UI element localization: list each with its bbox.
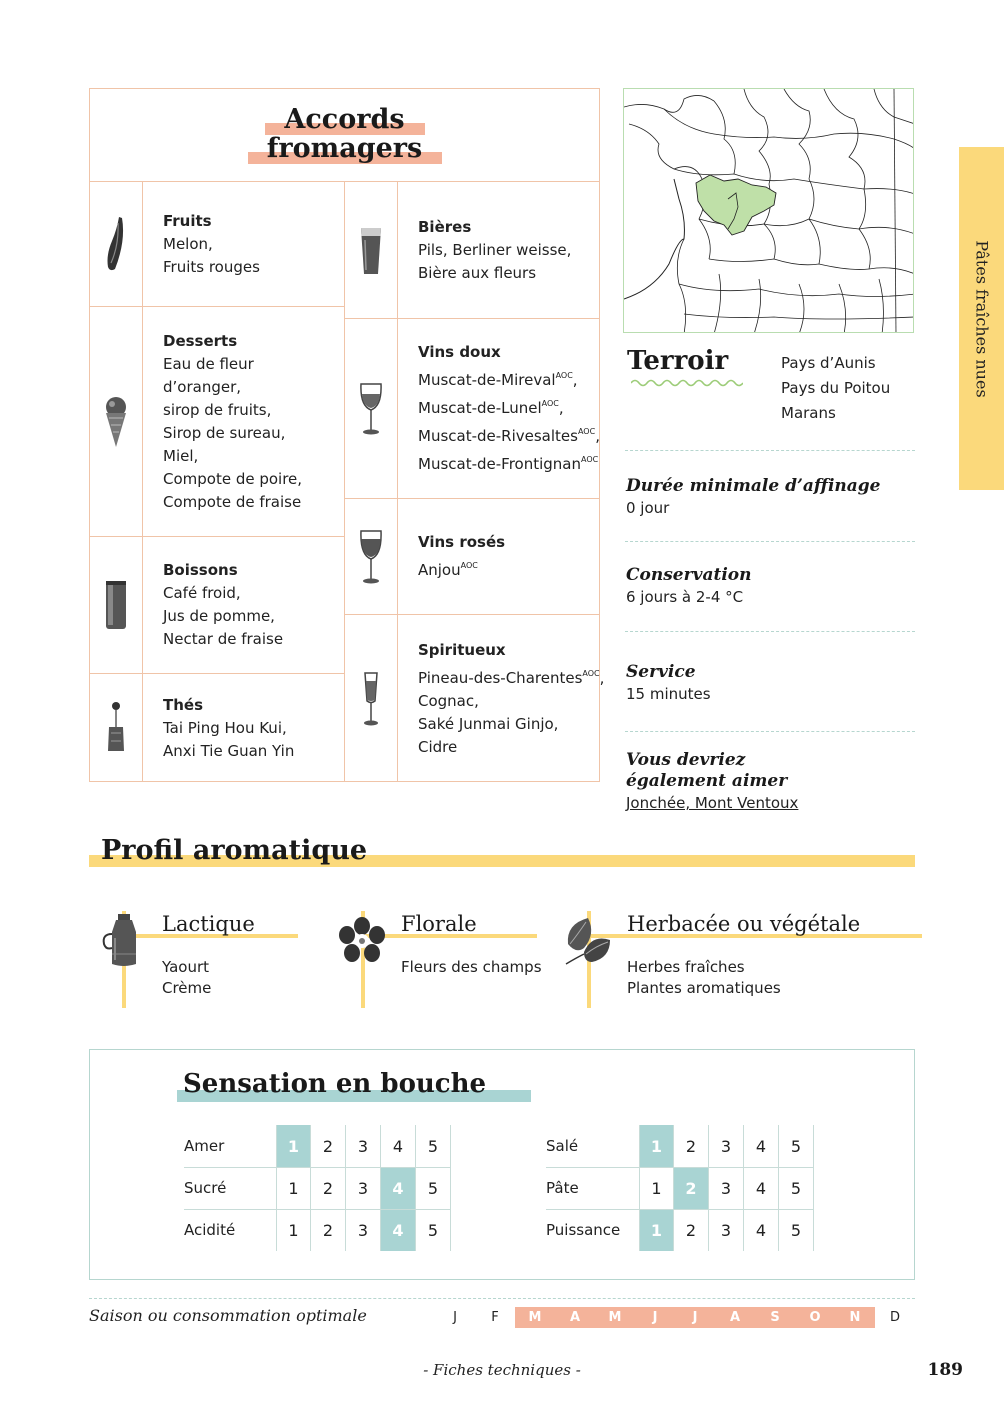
sensation-label: Sucré: [184, 1179, 227, 1197]
accord-item: Miel,: [163, 446, 199, 465]
sensation-scale-cell: 3: [346, 1209, 381, 1251]
accord-item: Anxi Tie Guan Yin: [163, 741, 295, 760]
banana-icon: [90, 182, 143, 306]
aroma-items: [627, 957, 781, 999]
season-month: J: [635, 1307, 675, 1328]
accord-row-fruits: [90, 182, 344, 307]
aroma-title: Lactique: [162, 912, 255, 936]
accord-item: Café froid,: [163, 584, 241, 602]
season-month: D: [889, 1310, 900, 1325]
accords-right-column: [345, 182, 605, 782]
drink-can-icon: [90, 537, 143, 673]
aimer-label-line1: Vous devriez: [626, 750, 746, 770]
sensation-scale-cell: 5: [416, 1209, 451, 1251]
leaves-icon: [562, 914, 614, 972]
flute-glass-icon: [345, 615, 398, 782]
aroma-items: [401, 957, 542, 978]
season-month: A: [715, 1307, 755, 1328]
aroma-item: Herbes fraîches: [627, 958, 745, 976]
aoc-mark: AOC: [577, 427, 596, 436]
aroma-title: Florale: [401, 912, 477, 936]
accord-row-desserts: [90, 307, 344, 537]
aoc-mark: AOC: [581, 455, 599, 464]
sensation-scale-cell: 4: [744, 1125, 779, 1167]
accord-item: Cidre: [418, 737, 458, 756]
accord-item: Tai Ping Hou Kui,: [163, 718, 287, 737]
accord-heading: Desserts: [163, 331, 238, 350]
sensation-row-divider: [546, 1209, 814, 1210]
accord-row-vins-doux: [345, 319, 599, 499]
sensation-label: Pâte: [546, 1179, 579, 1197]
accords-header: [90, 89, 599, 182]
accord-item: Eau de fleur: [163, 354, 254, 373]
tea-bag-icon: [90, 674, 143, 782]
accord-item: Pils, Berliner weisse,: [418, 240, 572, 259]
flower-icon: [337, 916, 387, 970]
divider: [625, 631, 915, 632]
sensation-scale-cell: 5: [416, 1125, 451, 1167]
sensation-scale-cell: 3: [709, 1209, 744, 1251]
accord-item: Pineau-des-Charentes$^{AOC}$,: [418, 668, 605, 687]
sensation-row-divider: [184, 1209, 451, 1210]
sensation-row-divider: [184, 1167, 451, 1168]
sensation-scale-cell: 4: [744, 1167, 779, 1209]
aroma-items: [162, 957, 211, 999]
season-month: F: [491, 1310, 499, 1325]
accord-item: Saké Junmai Ginjo,: [418, 714, 559, 733]
season-month: N: [835, 1307, 875, 1328]
conservation-value: 6 jours à 2-4 °C: [626, 588, 744, 606]
sensation-scale-cell: 3: [709, 1125, 744, 1167]
terroir-places: [781, 351, 890, 426]
aoc-mark: AOC: [555, 371, 573, 380]
sensation-scale-cell: 4: [381, 1125, 416, 1167]
terroir-place: Pays du Poitou: [781, 379, 891, 397]
chapter-side-tab-label: Pâtes fraîches nues: [972, 239, 991, 398]
accord-heading: Bières: [418, 217, 472, 236]
divider: [625, 731, 915, 732]
divider: [89, 1298, 915, 1299]
sensation-scale-cell: 5: [779, 1167, 814, 1209]
service-label: Service: [626, 662, 696, 682]
terroir-place: Marans: [781, 404, 836, 422]
affinage-label: Durée minimale d’affinage: [626, 476, 881, 496]
sensation-scale-cell: 1: [276, 1167, 311, 1209]
service-value: 15 minutes: [626, 685, 711, 703]
affinage-value: 0 jour: [626, 499, 670, 517]
accord-row-vins-roses: [345, 499, 599, 615]
sensation-row-divider: [546, 1167, 814, 1168]
accord-item: Compote de fraise: [163, 492, 302, 511]
divider: [625, 450, 915, 451]
season-month: A: [555, 1307, 595, 1328]
sensation-scale-cell: 3: [346, 1167, 381, 1209]
sensation-scale-cell: 1: [639, 1209, 674, 1251]
sensation-scale-cell: 2: [674, 1167, 709, 1209]
sensation-label: Salé: [546, 1137, 579, 1155]
sensation-scale-cell: 1: [276, 1209, 311, 1251]
sensation-scale-cell: 2: [311, 1209, 346, 1251]
sensation-scale-cell: 1: [639, 1167, 674, 1209]
season-month: M: [515, 1307, 555, 1328]
saison-label: Saison ou consommation optimale: [89, 1306, 367, 1325]
page-number: 189: [927, 1360, 963, 1380]
accord-row-spiritueux: [345, 615, 605, 782]
divider: [625, 541, 915, 542]
sensation-scale-cell: 1: [639, 1125, 674, 1167]
sensation-label: Acidité: [184, 1221, 236, 1239]
accord-item: Muscat-de-Mireval$^{AOC}$,: [418, 371, 578, 389]
aroma-item: Plantes aromatiques: [627, 979, 781, 997]
terroir-map: [623, 88, 914, 333]
aimer-label-line2: également aimer: [626, 771, 788, 791]
season-month: S: [755, 1307, 795, 1328]
accord-row-thes: [90, 674, 344, 782]
aroma-item: Crème: [162, 979, 212, 997]
sensation-scale-cell: 3: [346, 1125, 381, 1167]
sensation-scale-cell: 3: [709, 1167, 744, 1209]
accord-item: Muscat-de-Lunel$^{AOC}$,: [418, 399, 564, 417]
chapter-side-tab[interactable]: [959, 147, 1004, 490]
accord-row-bieres: [345, 182, 599, 319]
accord-item: Jus de pomme,: [163, 607, 275, 625]
accord-item: Muscat-de-Frontignan$^{AOC}$: [418, 455, 599, 473]
sensation-label: Amer: [184, 1137, 225, 1155]
ice-cream-cone-icon: [90, 307, 143, 536]
milk-can-icon: [100, 912, 148, 974]
aroma-title: Herbacée ou végétale: [627, 912, 861, 936]
sensation-scale-cell: 5: [779, 1209, 814, 1251]
sensation-label: Puissance: [546, 1221, 621, 1239]
accord-item: Melon,: [163, 234, 213, 253]
sensation-title: Sensation en bouche: [183, 1069, 487, 1099]
sensation-scale-cell: 4: [744, 1209, 779, 1251]
accords-fromagers-panel: [89, 88, 605, 782]
terroir-title: Terroir: [627, 346, 729, 376]
aimer-link[interactable]: Jonchée, Mont Ventoux: [626, 794, 799, 812]
footer-section: - Fiches techniques -: [423, 1361, 581, 1379]
sensation-scale-cell: 2: [311, 1125, 346, 1167]
sensation-scale-cell: 1: [276, 1125, 311, 1167]
sensation-scale-cell: 2: [311, 1167, 346, 1209]
accord-heading: Spiritueux: [418, 640, 506, 659]
aoc-mark: AOC: [460, 561, 478, 570]
aroma-item: Yaourt: [162, 958, 210, 976]
accords-left-column: [90, 182, 345, 782]
terroir-place: Pays d’Aunis: [781, 354, 876, 372]
aroma-item: Fleurs des champs: [401, 958, 542, 976]
accords-title: Accords fromagers: [266, 104, 423, 164]
season-month: M: [595, 1307, 635, 1328]
wine-glass-icon: [345, 319, 398, 498]
sensation-scale-cell: 5: [779, 1125, 814, 1167]
aoc-mark: AOC: [582, 668, 600, 678]
season-month: O: [795, 1307, 835, 1328]
accord-item: Nectar de fraise: [163, 630, 284, 648]
sensation-scale-cell: 4: [381, 1167, 416, 1209]
sensation-scale-cell: 2: [674, 1125, 709, 1167]
rose-wine-glass-icon: [345, 499, 398, 614]
accord-item: sirop de fruits,: [163, 400, 272, 419]
accord-item: Sirop de sureau,: [163, 423, 286, 442]
accord-heading: Boissons: [163, 561, 238, 579]
accord-item: Compote de poire,: [163, 469, 303, 488]
accord-row-boissons: [90, 537, 344, 674]
aoc-mark: AOC: [541, 399, 559, 408]
accord-item: d’oranger,: [163, 377, 242, 396]
profil-title: Profil aromatique: [101, 835, 368, 866]
accord-heading: Thés: [163, 695, 204, 714]
accord-heading: Vins rosés: [418, 533, 506, 551]
accord-heading: Vins doux: [418, 343, 501, 361]
accord-item: Fruits rouges: [163, 257, 260, 276]
accord-heading: Fruits: [163, 211, 212, 230]
sensation-scale-cell: 5: [416, 1167, 451, 1209]
sensation-scale-cell: 2: [674, 1209, 709, 1251]
conservation-label: Conservation: [626, 565, 752, 585]
season-month: J: [675, 1307, 715, 1328]
season-month: J: [453, 1310, 457, 1325]
wave-decoration-icon: [631, 378, 743, 388]
accord-item: Bière aux fleurs: [418, 263, 537, 282]
sensation-scale-cell: 4: [381, 1209, 416, 1251]
beer-glass-icon: [345, 182, 398, 318]
accord-item: Muscat-de-Rivesaltes$^{AOC}$,: [418, 427, 600, 445]
accord-item: Anjou$^{AOC}$: [418, 561, 478, 579]
accord-item: Cognac,: [418, 691, 479, 710]
